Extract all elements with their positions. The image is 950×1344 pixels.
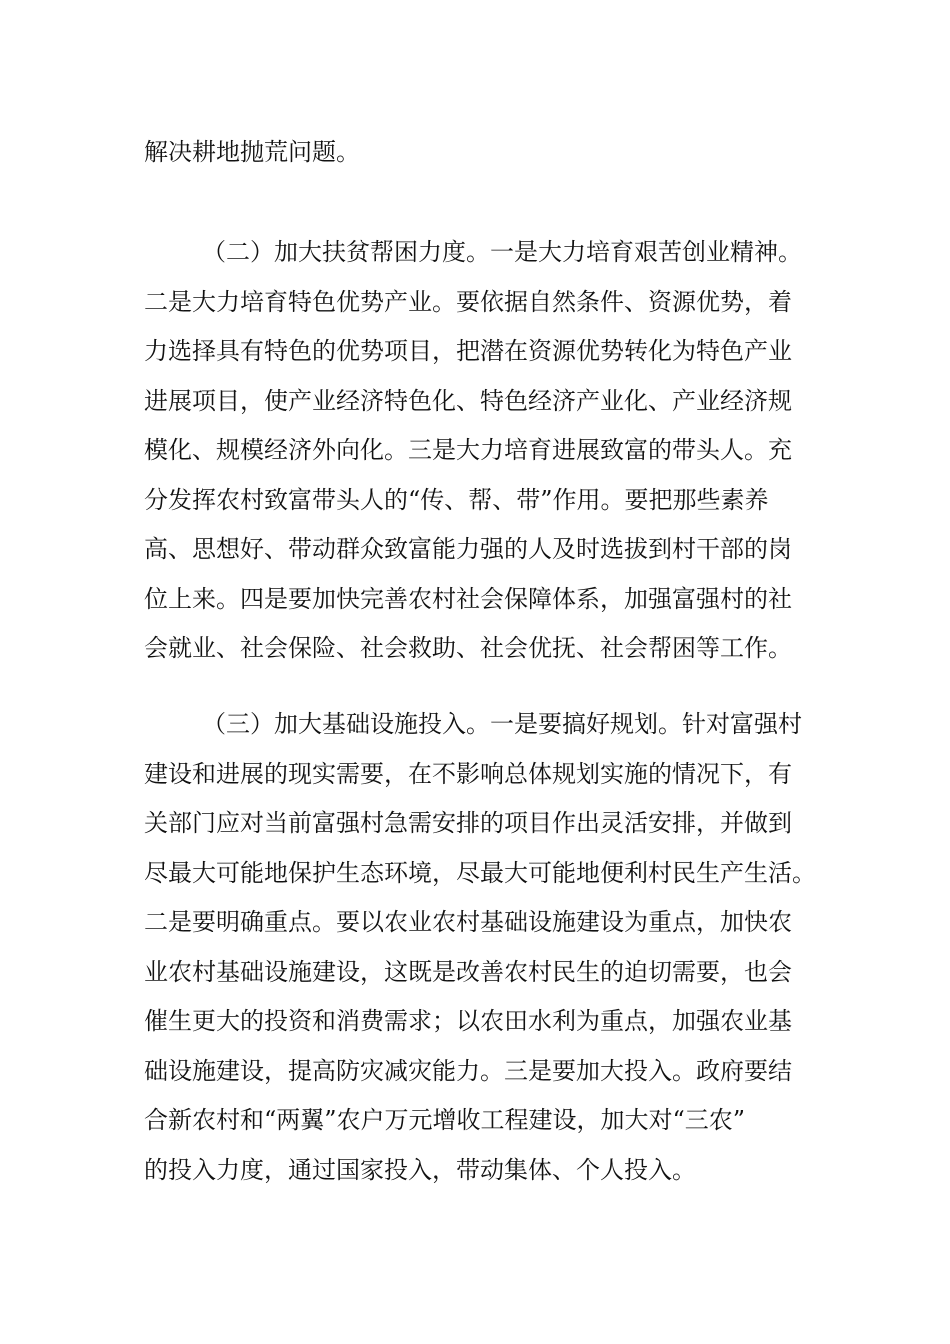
text-line: 力选择具有特色的优势项目，把潜在资源优势转化为特色产业: [144, 337, 792, 365]
text-line: 催生更大的投资和消费需求；以农田水利为重点，加强农业基: [144, 1007, 792, 1035]
text-line: 进展项目，使产业经济特色化、特色经济产业化、产业经济规: [144, 386, 792, 415]
text-line: 解决耕地抛荒问题。: [144, 138, 360, 166]
text-line: 尽最大可能地保护生态环境，尽最大可能地便利村民生产生活。: [144, 858, 816, 887]
text-line: 二是大力培育特色优势产业。要依据自然条件、资源优势，着: [144, 287, 792, 316]
text-line: 模化、规模经济外向化。三是大力培育进展致富的带头人。充: [144, 436, 792, 464]
text-line: 高、思想好、带动群众致富能力强的人及时选拔到村干部的岗: [144, 535, 792, 563]
text-line: 关部门应对当前富强村急需安排的项目作出灵活安排，并做到: [144, 809, 792, 837]
paragraph-continuation: [144, 128, 824, 178]
text-line: 二是要明确重点。要以农业农村基础设施建设为重点，加快农: [144, 908, 792, 936]
paragraph-poverty-relief: [144, 228, 824, 674]
text-line: 业农村基础设施建设，这既是改善农村民生的迫切需要，也会: [144, 957, 792, 986]
text-line: 合新农村和“两翼”农户万元增收工程建设，加大对“三农”: [144, 1106, 746, 1134]
text-line: （二）加大扶贫帮困力度。一是大力培育艰苦创业精神。: [202, 238, 802, 266]
text-line: 会就业、社会保险、社会救助、社会优抚、社会帮困等工作。: [144, 634, 792, 662]
text-line: 的投入力度，通过国家投入，带动集体、个人投入。: [144, 1155, 696, 1184]
paragraph-infrastructure: [144, 700, 824, 1195]
text-line: 分发挥农村致富带头人的“传、帮、带”作用。要把那些素养: [144, 485, 769, 514]
text-line: 建设和进展的现实需要，在不影响总体规划实施的情况下，有: [144, 759, 792, 788]
text-line: 位上来。四是要加快完善农村社会保障体系，加强富强村的社: [144, 584, 792, 613]
text-line: 础设施建设，提高防灾减灾能力。三是要加大投入。政府要结: [144, 1056, 792, 1085]
text-line: （三）加大基础设施投入。一是要搞好规划。针对富强村: [202, 710, 802, 738]
